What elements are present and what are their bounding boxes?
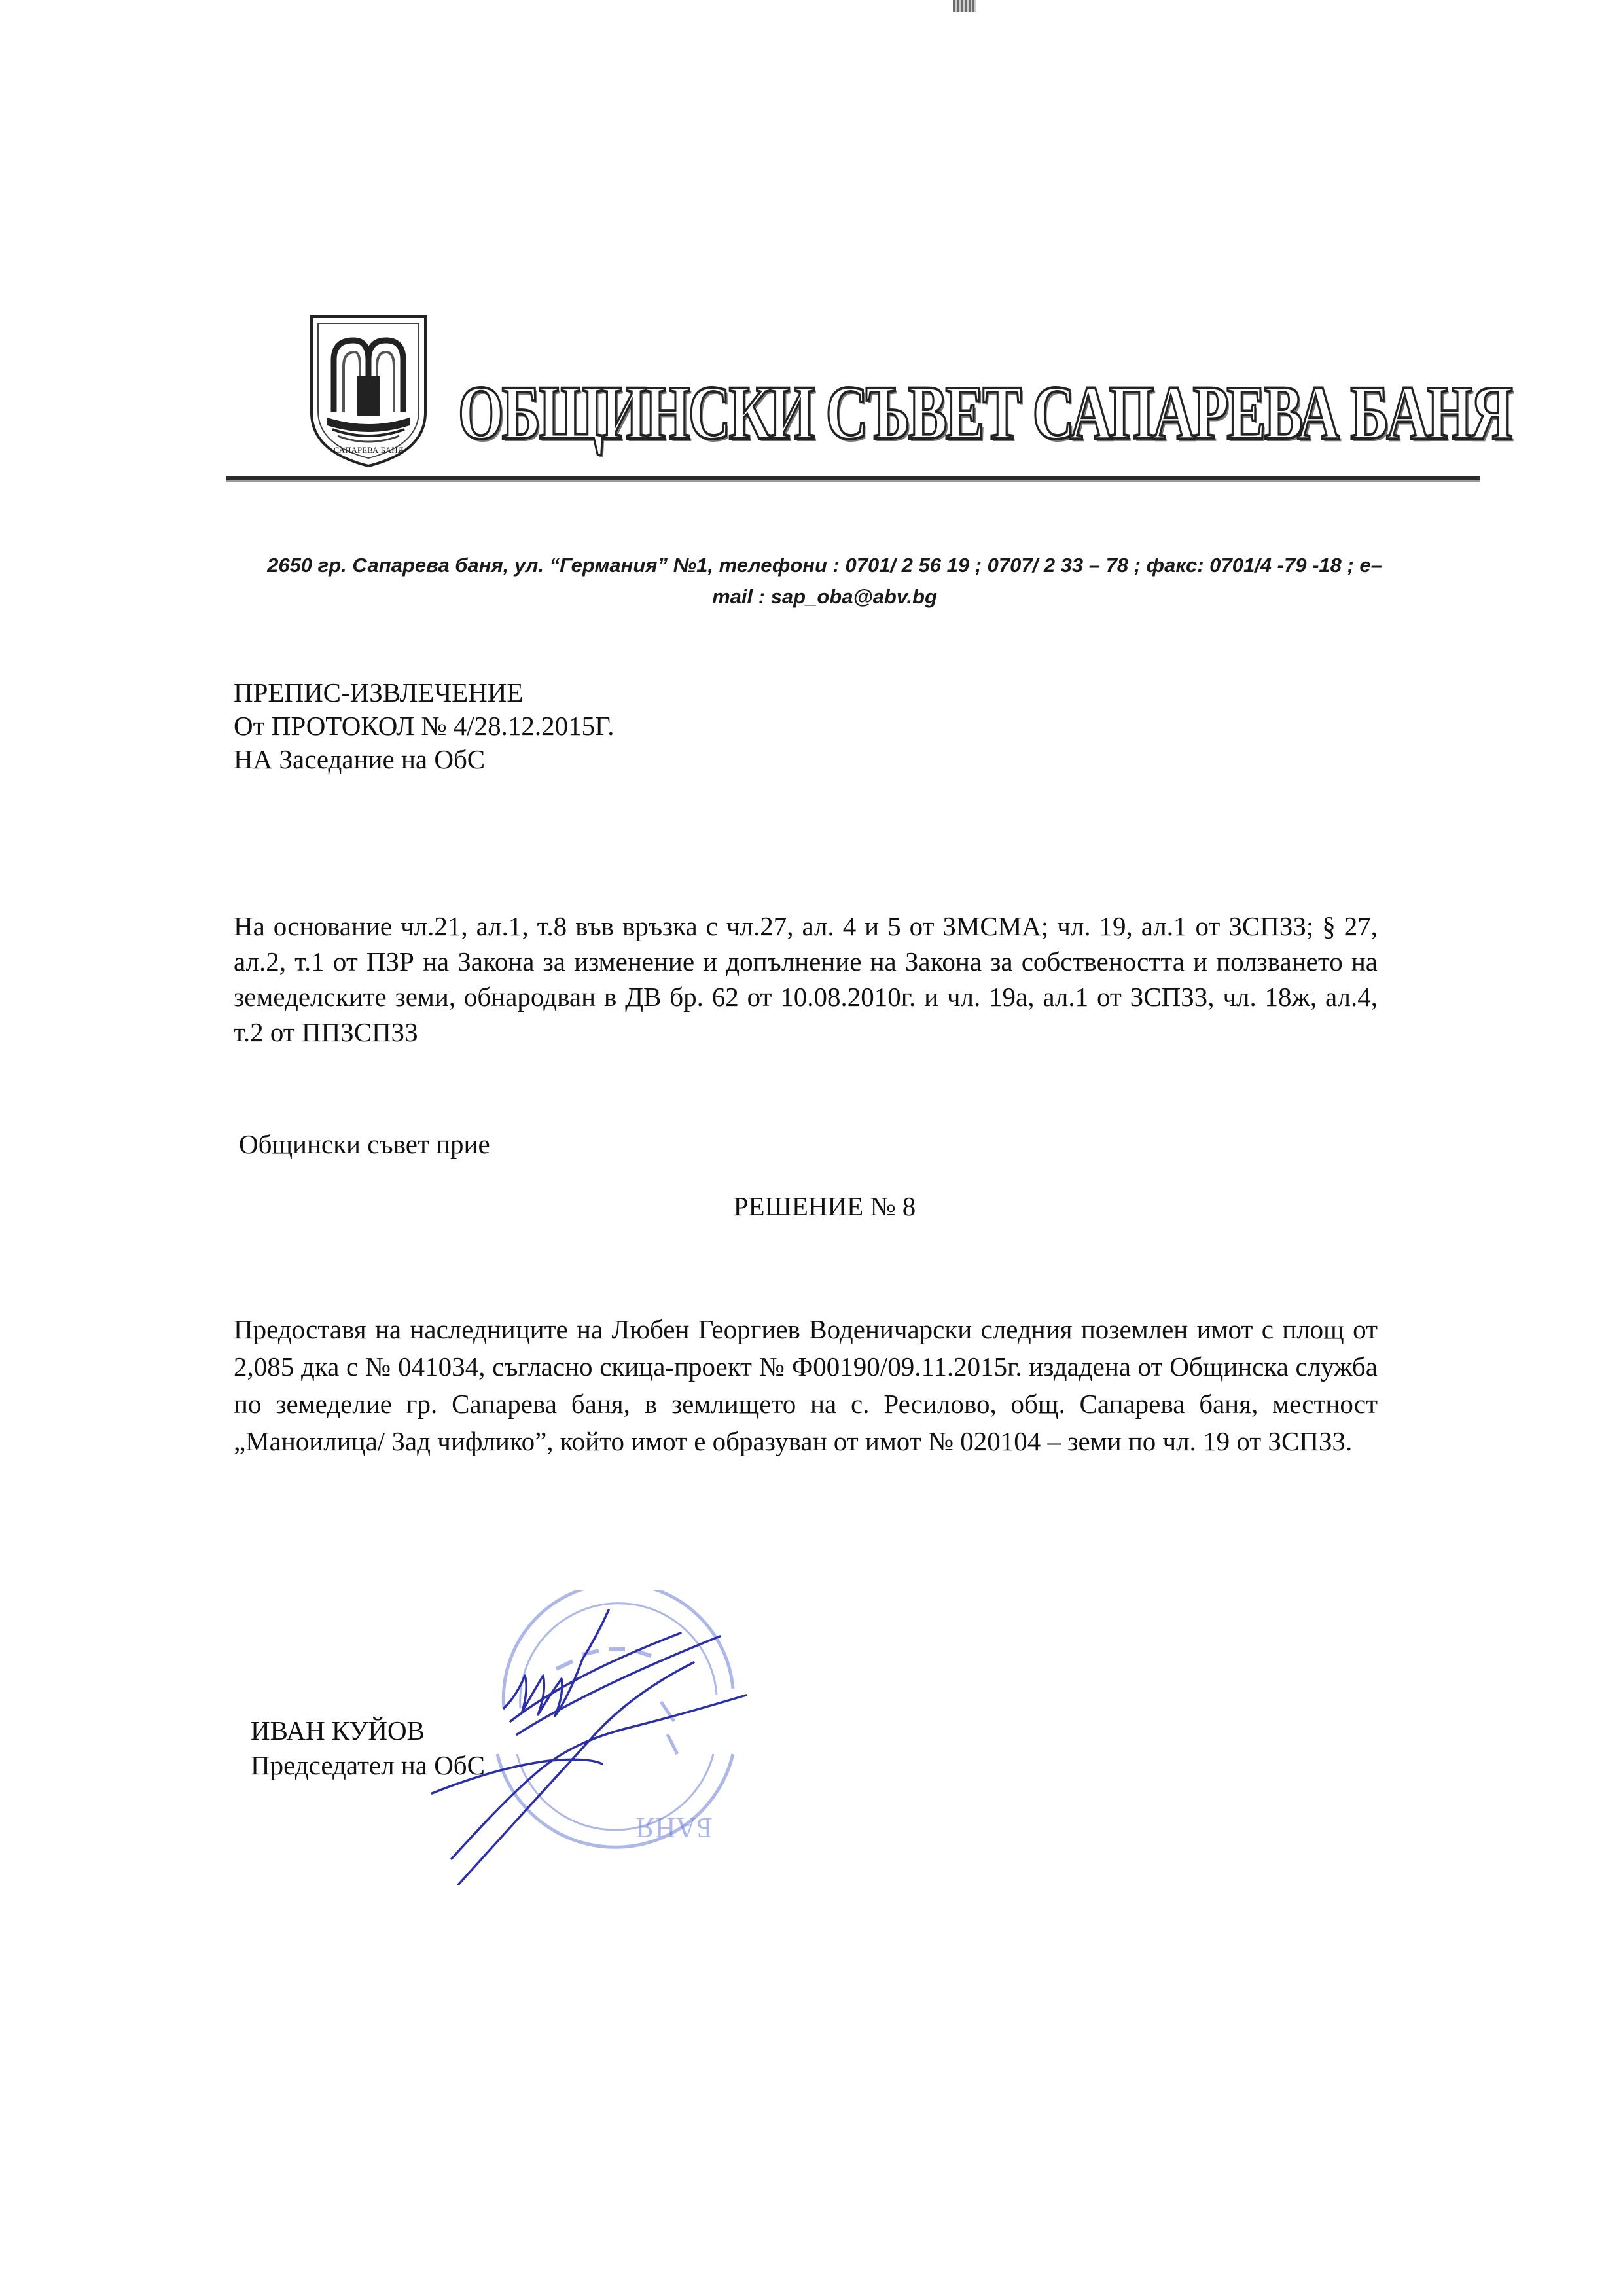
decision-paragraph: Предоставя на наследниците на Любен Георгиев Воденичарски следния поземлен имот с площ от 2,085 дка с № 041034, съгласно скица-проект № Ф00190/09.11.2015г. издадена от Общинска служба по земеделие гр. Сапарева баня, в землището на с. Ресилово, общ. Сапарева баня, местност „Маноилица/ Зад чифлико”, който имот е образуван от имот № 020104 – земи по чл. 19 от ЗСПЗЗ. xyxy=(234,1314,1378,1456)
legal-basis-paragraph: На основание чл.21, ал.1, т.8 във връзка с чл.27, ал. 4 и 5 от ЗМСМА; чл. 19, ал.1 от ЗСПЗЗ; § 27, ал.2, т.1 от ПЗР на Закона за изменение и допълнение на Закона за собствеността и ползването на земеделските земи, обнародван в ДВ бр. 62 от 10.08.2010г. и чл. 19а, ал.1 от ЗСПЗЗ, чл. 18ж, ал.4, т.2 от ППЗСПЗЗ xyxy=(234,911,1378,1047)
council-adopts: Общински съвет прие xyxy=(239,1129,490,1159)
header-divider xyxy=(226,476,1480,480)
heading-line-2: От ПРОТОКОЛ № 4/28.12.2015Г. xyxy=(234,711,615,741)
handwritten-signature xyxy=(353,1597,812,1885)
signer-name: ИВАН КУЙОВ xyxy=(251,1715,425,1746)
document-heading xyxy=(234,676,614,776)
signer-title: Председател на ОбС xyxy=(251,1750,486,1780)
decision-title: РЕШЕНИЕ № 8 xyxy=(733,1191,916,1221)
contact-address xyxy=(203,550,1446,613)
council-title: ОБЩИНСКИ СЪВЕТ САПАРЕВА БАНЯ xyxy=(458,370,1511,456)
address-line-2: mail : sap_oba@abv.bg xyxy=(712,585,937,608)
stamp-text: БАНЯ xyxy=(635,1812,713,1844)
municipality-emblem xyxy=(308,314,429,469)
scan-artifact xyxy=(953,0,976,12)
address-line-1: 2650 гр. Сапарева баня, ул. “Германия” №1, телефони : 0701/ 2 56 19 ; 0707/ 2 33 – 78 ; факс: 0701/4 -79 -18 ; e– xyxy=(267,554,1382,577)
svg-text:САПАРЕВА БАНЯ: САПАРЕВА БАНЯ xyxy=(333,445,404,455)
heading-line-1: ПРЕПИС-ИЗВЛЕЧЕНИЕ xyxy=(234,677,524,708)
heading-line-3: НА Заседание на ОбС xyxy=(234,744,486,774)
